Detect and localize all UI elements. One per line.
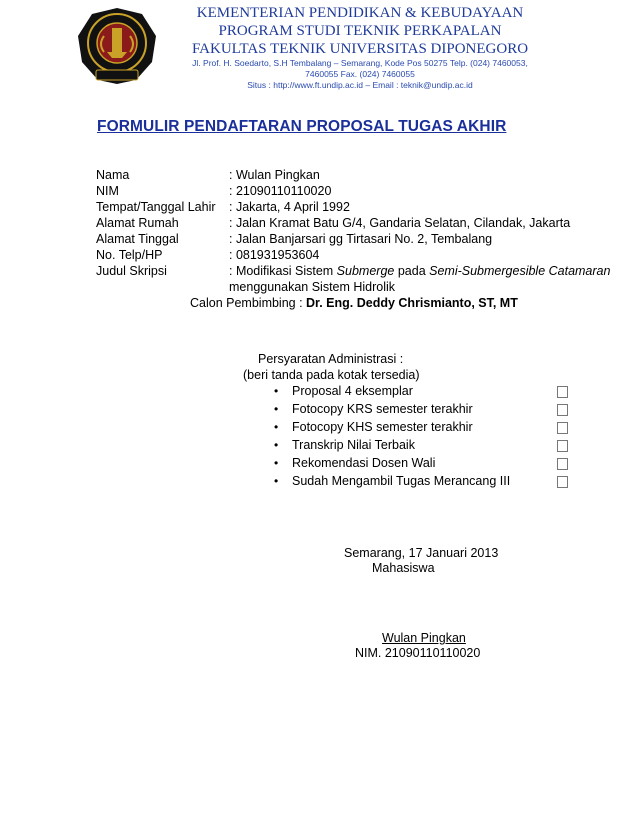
header-fax: 7460055 Fax. (024) 7460055: [305, 69, 415, 79]
form-title: FORMULIR PENDAFTARAN PROPOSAL TUGAS AKHIR: [97, 118, 507, 135]
bullet-icon: •: [274, 420, 279, 434]
header-faculty: FAKULTAS TEKNIK UNIVERSITAS DIPONEGORO: [191, 41, 529, 57]
requirement-checkbox[interactable]: [557, 458, 568, 470]
header-ministry: KEMENTERIAN PENDIDIKAN & KEBUDAYAAN: [196, 5, 524, 21]
requirement-checkbox[interactable]: [557, 422, 568, 434]
judul-italic-submerge: Submerge: [336, 264, 395, 278]
requirement-checkbox[interactable]: [557, 476, 568, 488]
field-label-ttl: Tempat/Tanggal Lahir: [96, 200, 216, 214]
field-value-alamat-rumah: : Jalan Kramat Batu G/4, Gandaria Selatan, Cilandak, Jakarta: [229, 216, 571, 230]
field-label-telp: No. Telp/HP: [96, 248, 163, 262]
judul-middle: pada: [394, 264, 430, 278]
field-label-alamat-tinggal: Alamat Tinggal: [96, 232, 179, 246]
requirement-item: Sudah Mengambil Tugas Merancang III: [292, 474, 511, 488]
requirements-subheading: (beri tanda pada kotak tersedia): [243, 368, 420, 382]
field-value-judul: [229, 264, 610, 278]
judul-prefix: : Modifikasi Sistem: [229, 264, 337, 278]
requirement-item: Fotocopy KHS semester terakhir: [292, 420, 473, 434]
field-value-nama: : Wulan Pingkan: [229, 168, 320, 182]
pembimbing-line: [190, 296, 518, 310]
requirement-checkbox[interactable]: [557, 386, 568, 398]
header-program: PROGRAM STUDI TEKNIK PERKAPALAN: [218, 23, 502, 39]
field-label-judul: Judul Skripsi: [96, 264, 167, 278]
bullet-icon: •: [274, 474, 279, 488]
requirement-item: Rekomendasi Dosen Wali: [292, 456, 436, 470]
requirement-item: Fotocopy KRS semester terakhir: [292, 402, 473, 416]
signature-place-date: Semarang, 17 Januari 2013: [344, 546, 499, 560]
bullet-icon: •: [274, 438, 279, 452]
pembimbing-label: Calon Pembimbing :: [190, 296, 307, 310]
pembimbing-name: Dr. Eng. Deddy Chrismianto, ST, MT: [306, 296, 518, 310]
signature-name: Wulan Pingkan: [382, 631, 466, 645]
judul-italic-catamaran: Semi-Submergesible Catamaran: [429, 264, 611, 278]
requirements-heading: Persyaratan Administrasi :: [258, 352, 404, 366]
field-value-nim: : 21090110110020: [229, 184, 332, 198]
header-address: Jl. Prof. H. Soedarto, S.H Tembalang – Semarang, Kode Pos 50275 Telp. (024) 7460053,: [192, 58, 528, 68]
bullet-icon: •: [274, 456, 279, 470]
bullet-icon: •: [274, 402, 279, 416]
bullet-icon: •: [274, 384, 279, 398]
signature-role: Mahasiswa: [372, 561, 435, 575]
field-label-nama: Nama: [96, 168, 130, 182]
field-value-telp: : 081931953604: [229, 248, 320, 262]
requirement-checkbox[interactable]: [557, 404, 568, 416]
field-label-alamat-rumah: Alamat Rumah: [96, 216, 179, 230]
requirement-item: Proposal 4 eksemplar: [292, 384, 413, 398]
signature-nim: NIM. 21090110110020: [355, 646, 481, 660]
university-logo: [76, 6, 158, 86]
requirement-checkbox[interactable]: [557, 440, 568, 452]
field-value-judul-line2: menggunakan Sistem Hidrolik: [229, 280, 396, 294]
field-value-ttl: : Jakarta, 4 April 1992: [229, 200, 350, 214]
field-value-alamat-tinggal: : Jalan Banjarsari gg Tirtasari No. 2, Tembalang: [229, 232, 493, 246]
field-label-nim: NIM: [96, 184, 119, 198]
header-website: Situs : http://www.ft.undip.ac.id – Email : teknik@undip.ac.id: [247, 80, 473, 90]
requirement-item: Transkrip Nilai Terbaik: [292, 438, 415, 452]
